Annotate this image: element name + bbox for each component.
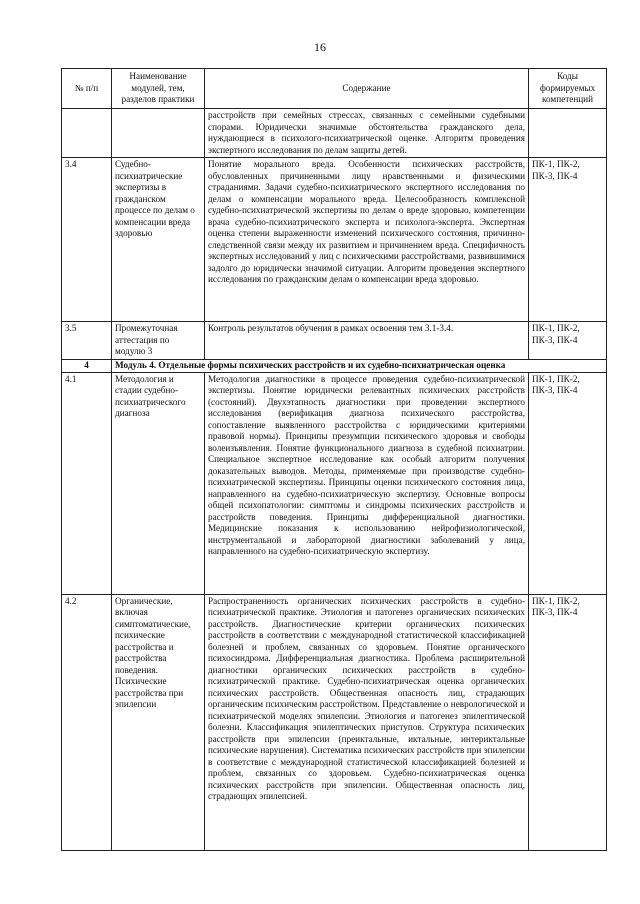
table-row [62, 158, 607, 322]
module-num: 4 [62, 360, 112, 373]
row-name: Промежуточная аттестация по модулю 3 [112, 322, 205, 360]
curriculum-table [61, 68, 607, 851]
row-content: Контроль результатов обучения в рамках освоения тем 3.1-3.4. [205, 322, 529, 360]
row-codes [529, 109, 607, 158]
row-content: расстройств при семейных стрессах, связанных с семейными судебными спорами. Юридически значимые обстоятельства гражданского дела, нуждающиеся в психолого-психиатрической оценке. Алгоритм проведения экспертного исследования по делам защиты детей. [205, 109, 529, 158]
row-codes: ПК-1, ПК-2, ПК-3, ПК-4 [529, 372, 607, 594]
row-num: 4.2 [62, 594, 112, 850]
row-name: Органические, включая симптоматические, психические расстройства и расстройства поведения. Психические расстройства при эпилепсии [112, 594, 205, 850]
row-num [62, 109, 112, 158]
row-content: Методология диагностики в процессе проведения судебно-психиатрической экспертизы. Понятие юридически релевантных психических расстройств (состояний). Двухэтапность диагностики при проведении экспертного исследования (верификация диагноза психического расстройства, сопоставление выявленного расстройства с юридическими критериями правовой нормы). Принципы презумпции психического здоровья и свободы волеизъявления. Понятие функционального диагноза в судебной психиатрии. Специальное экспертное исследование как особый алгоритм получения доказательных выводов. Методы, применяемые при производстве судебно-психиатрической экспертизы. Принципы оценки психического состояния лица, направленного на судебно-психиатрическую экспертизу. Основные вопросы общей психопатологии: симптомы и синдромы психических расстройств и расстройств поведения. Принципы дифференциальной диагностики. Медицинские показания к использованию нейрофизиологической, инструментальной и лабораторной диагностики заболеваний у лица, направленного на судебно-психиатрическую экспертизу. [205, 372, 529, 594]
header-name: Наименование модулей, тем, разделов практики [112, 69, 205, 109]
row-num: 4.1 [62, 372, 112, 594]
module-title: Модуль 4. Отдельные формы психических расстройств и их судебно-психиатрическая оценка [112, 360, 607, 373]
module-header-row [62, 360, 607, 373]
table-row [62, 109, 607, 158]
page-number: 16 [314, 40, 326, 54]
row-num: 3.4 [62, 158, 112, 322]
row-name: Методология и стадии судебно-психиатрического диагноза [112, 372, 205, 594]
row-name [112, 109, 205, 158]
row-content: Распространенность органических психических расстройств в судебно-психиатрической практике. Этиология и патогенез органических психических расстройств. Диагностические критерии органических психических расстройств в соответствии с международной статистической классификацией болезней и проблем, связанных со здоровьем. Понятие органического психосиндрома. Дифференциальная диагностика. Проблема расширительной диагностики органических психических расстройств в судебно-психиатрической практике. Судебно-психиатрическая оценка органических психических расстройств. Общественная опасность лиц, страдающих органическим психическим расстройством. Представление о неврологической и психиатрической моделях эпилепсии. Этиология и патогенез эпилептической болезни. Классификация эпилептических приступов. Структура психических расстройств при эпилепсии (преиктальные, иктальные, интериктальные психические нарушения). Систематика психических расстройств при эпилепсии в соответствие с международной статистической классификацией болезней и проблем, связанных со здоровьем. Судебно-психиатрическая оценка психических расстройств при эпилепсии. Общественная опасность лиц, страдающих эпилепсией. [205, 594, 529, 850]
header-codes: Коды формируемых компетенций [529, 69, 607, 109]
table-row [62, 594, 607, 850]
table-header-row [62, 69, 607, 109]
row-codes: ПК-1, ПК-2, ПК-3, ПК-4 [529, 322, 607, 360]
row-codes: ПК-1, ПК-2, ПК-3, ПК-4 [529, 158, 607, 322]
row-num: 3.5 [62, 322, 112, 360]
table-row [62, 372, 607, 594]
table-row [62, 322, 607, 360]
row-content: Понятие морального вреда. Особенности психических расстройств, обусловленных причиненными лицу нравственными и физическими страданиями. Задачи судебно-психиатрического экспертного исследования по делам о компенсации морального вреда. Целесообразность комплексной судебно-психиатрической экспертизы по делам о вреде здоровью, компетенции врача судебно-психиатрического эксперта и психолога-эксперта. Экспертная оценка степени выраженности изменений психического состояния, причинно-следственной связи между их развитием и причинением вреда. Специфичность экспертных исследований у лиц с психическими расстройствами, развившимися задолго до юридически значимой ситуации. Алгоритм проведения экспертного исследования по гражданским делам о компенсации вреда здоровью. [205, 158, 529, 322]
row-name: Судебно-психиатрические экспертизы в гражданском процессе по делам о компенсации вреда здоровью [112, 158, 205, 322]
header-content: Содержание [205, 69, 529, 109]
row-codes: ПК-1, ПК-2, ПК-3, ПК-4 [529, 594, 607, 850]
header-num: № п/п [62, 69, 112, 109]
